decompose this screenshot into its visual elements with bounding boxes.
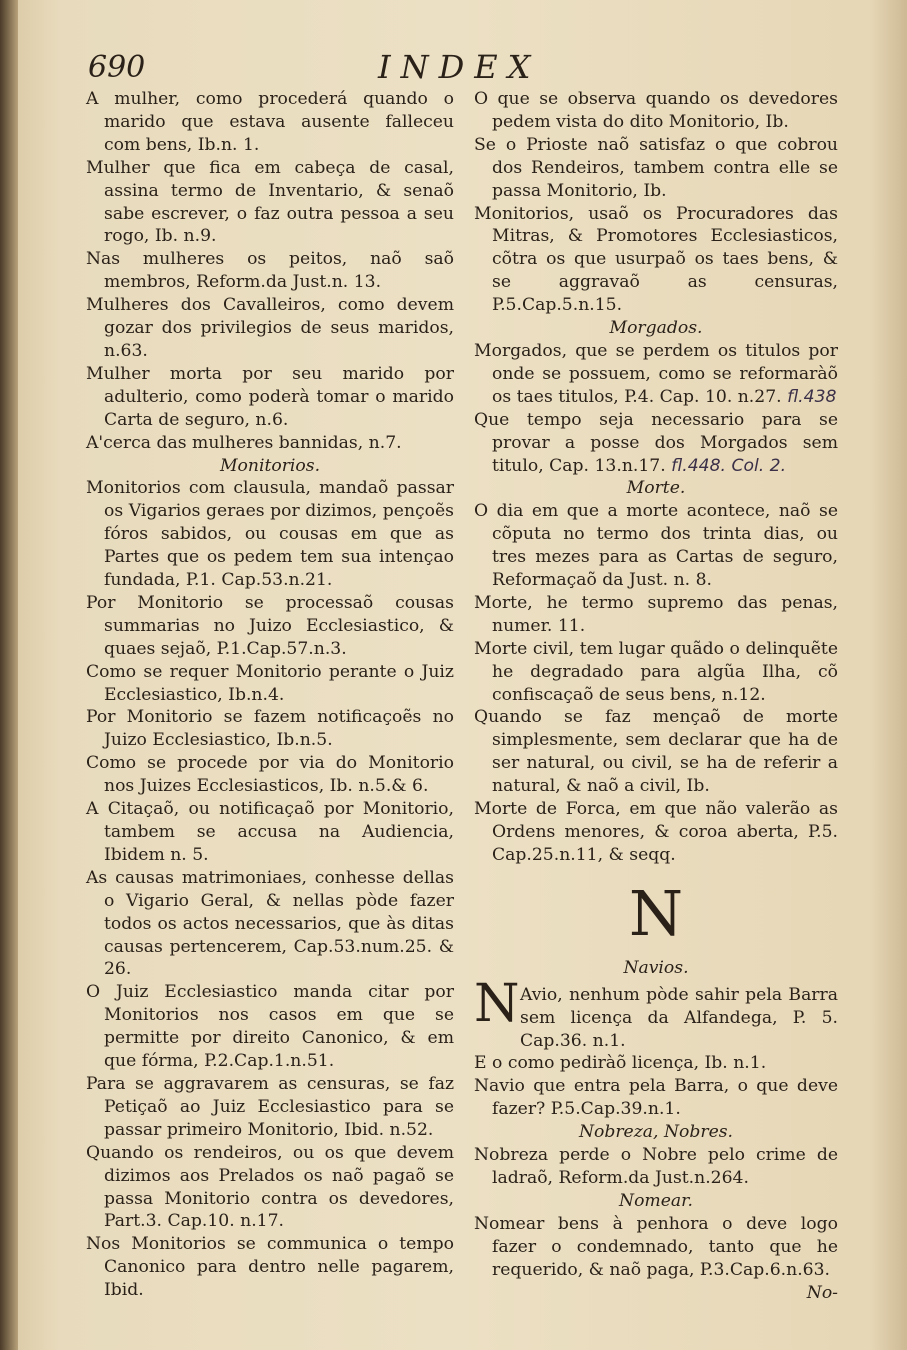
left-column [86,88,454,1302]
index-entry-text: Nomear. [619,1190,693,1211]
index-entry [474,1075,838,1121]
index-entry-text: Nobreza perde o Nobre pelo crime de ladraõ, Reform.da Just.n.264. [474,1145,838,1188]
index-entry [86,294,454,363]
index-entry-text: O que se observa quando os devedores pedem vista do dito Monitorio, Ib. [474,89,838,132]
index-entry [86,661,454,707]
dropcap-entry-text: Avio, nenhum pòde sahir pela Barra sem licença da Alfandega, P. 5. Cap.36. n.1. [520,984,838,1051]
handwritten-annotation: fl.438 [781,386,837,407]
index-entry-text: Navio que entra pela Barra, o que deve fazer? P.5.Cap.39.n.1. [474,1076,838,1120]
index-entry [86,248,454,294]
index-entry [86,157,454,249]
section-heading: Navios. [623,957,689,978]
index-entry [86,1073,454,1142]
index-entry [86,477,454,592]
index-entry [474,340,838,409]
index-entry-text: Mulher que fica em cabeça de casal, assina termo de Inventario, & senaõ sabe escrever, o faz outra pessoa a seu rogo, Ib. n.9. [86,157,454,247]
index-entry [86,1233,454,1302]
index-entry [474,134,838,203]
index-entry [86,867,454,982]
index-entry [474,1213,838,1282]
index-entry-text: Morgados, que se perdem os titulos por onde se possuem, como se reformaràõ os taes titulos, P.4. Cap. 10. n.27. [474,340,838,407]
index-entry [474,706,838,798]
index-entry [86,981,454,1073]
index-entry-text: Morte civil, tem lugar quãdo o delinquẽte he degradado para algũa Ilha, cõ confiscaçaõ de seus bens, n.12. [474,638,838,705]
handwritten-annotation: fl.448. Col. 2. [665,455,787,476]
index-entry-text: Morte de Forca, em que não valerão as Ordens menores, & coroa aberta, P.5. Cap.25.n.11, & seqq. [474,799,838,865]
right-column-entries-before [474,88,838,867]
index-entry-text: A mulher, como procederá quando o marido que estava ausente falleceu com bens, Ib.n. 1. [86,89,454,155]
section-heading [474,1190,838,1213]
index-entry-text: Para se aggravarem as censuras, se faz Petiçaõ ao Juiz Ecclesiastico para se passar primeiro Monitorio, Ibid. n.52. [86,1073,454,1140]
index-entry-text: Mulheres dos Cavalleiros, como devem gozar dos privilegios de seus maridos, n.63. [86,295,454,361]
index-entry-text: Mulher morta por seu marido por adulterio, como poderà tomar o marido Carta de seguro, n.6. [86,363,454,430]
index-entry-text: O dia em que a morte acontece, naõ se cõputa no termo dos trinta dias, ou tres mezes para as Cartas de seguro, Reformaçaõ da Just. n. 8. [474,501,838,591]
index-entry [474,409,838,478]
index-entry-text: A'cerca das mulheres bannidas, n.7. [86,432,402,453]
right-column [474,88,838,1304]
index-entry-text: Quando se faz mençaõ de morte simplesmente, sem declarar que ha de ser natural, ou civil, se ha de referir a natural, & naõ a civil, Ib. [474,707,838,797]
index-entry-text: Nomear bens à penhora o deve logo fazer o condemnado, tanto que he requerido, & naõ paga, P.3.Cap.6.n.63. [474,1213,838,1280]
index-entry-text: A Citaçaõ, ou notificaçaõ por Monitorio, tambem se accusa na Audiencia, Ibidem n. 5. [86,799,454,865]
section-big-letter: N [628,876,684,950]
index-entry [86,1142,454,1234]
index-entry [474,1052,838,1075]
index-entry-text: Morgados. [609,318,703,339]
index-entry-text: Nos Monitorios se communica o tempo Canonico para dentro nelle pagarem, Ibid. [86,1234,454,1301]
index-entry-text: Que tempo seja necessario para se provar a posse dos Morgados sem titulo, Cap. 13.n.17. [474,409,838,476]
index-entry-text: Nobreza, Nobres. [578,1122,734,1143]
section-heading [474,477,838,500]
index-entry-text: Morte. [626,478,686,499]
index-entry [86,798,454,867]
index-entry-text: Monitorios, usaõ os Procuradores das Mitras, & Promotores Ecclesiasticos, cõtra os que usurpaõ os taes bens, & se aggravaõ as censuras, P.5.Cap.5.n.15. [474,203,838,316]
index-entry [474,798,838,867]
right-column-entries-after [474,1052,838,1281]
index-entry [86,592,454,661]
index-entry [474,638,838,707]
index-entry-text: Como se procede por via do Monitorio nos Juizes Ecclesiasticos, Ib. n.5.& 6. [86,753,454,797]
index-entry [86,432,454,455]
index-entry-text: Por Monitorio se fazem notificaçoẽs no Juizo Ecclesiastico, Ib.n.5. [86,707,454,751]
index-entry [474,1144,838,1190]
index-entry-text: Monitorios com clausula, mandaõ passar os Vigarios geraes por dizimos, pençoẽs fóros sabidos, ou cousas em que as Partes que os pedem tem sua intençao fundada, P.1. Cap.53.n.21. [86,478,454,591]
index-entry [474,500,838,592]
index-entry-text: Por Monitorio se processaõ cousas summarias no Juizo Ecclesiastico, & quaes sejaõ, P.1.Cap.57.n.3. [86,592,454,659]
page-number: 690 [88,50,146,85]
index-entry-text: Monitorios. [219,455,321,476]
catchword: No- [806,1282,838,1303]
index-entry-text: As causas matrimoniaes, conhesse dellas o Vigario Geral, & nellas pòde fazer todos os actos necessarios, que às ditas causas pertencerem, Cap.53.num.25. & 26. [86,867,454,980]
index-entry-text: Quando os rendeiros, ou os que devem dizimos aos Prelados os naõ pagaõ se passa Monitorio contra os devedores, Part.3. Cap.10. n.17. [86,1142,454,1232]
index-entry [86,752,454,798]
section-heading [474,1121,838,1144]
page-header [88,48,848,88]
index-entry [474,88,838,134]
index-entry-text: E o como pediràõ licença, Ib. n.1. [474,1053,767,1074]
index-entry-text: O Juiz Ecclesiastico manda citar por Monitorios nos casos em que se permitte por direito Canonico, & em que fórma, P.2.Cap.1.n.51. [86,982,454,1072]
index-entry-text: Morte, he termo supremo das penas, numer. 11. [474,592,838,636]
index-entry [86,88,454,157]
page-title: INDEX [378,48,541,86]
index-entry-text: Como se requer Monitorio perante o Juiz Ecclesiastico, Ib.n.4. [86,661,454,705]
dropcap-letter: N [474,973,520,1034]
section-heading [474,317,838,340]
book-spine-shadow [0,0,18,1350]
index-entry [474,592,838,638]
index-entry-text: Se o Prioste naõ satisfaz o que cobrou dos Rendeiros, tambem contra elle se passa Monitorio, Ib. [474,134,838,201]
index-entry [86,363,454,432]
dropcap-entry [474,973,838,1053]
index-entry [86,706,454,752]
index-entry-text: Nas mulheres os peitos, naõ saõ membros, Reform.da Just.n. 13. [86,249,454,293]
section-heading [86,455,454,478]
index-entry [474,203,838,318]
